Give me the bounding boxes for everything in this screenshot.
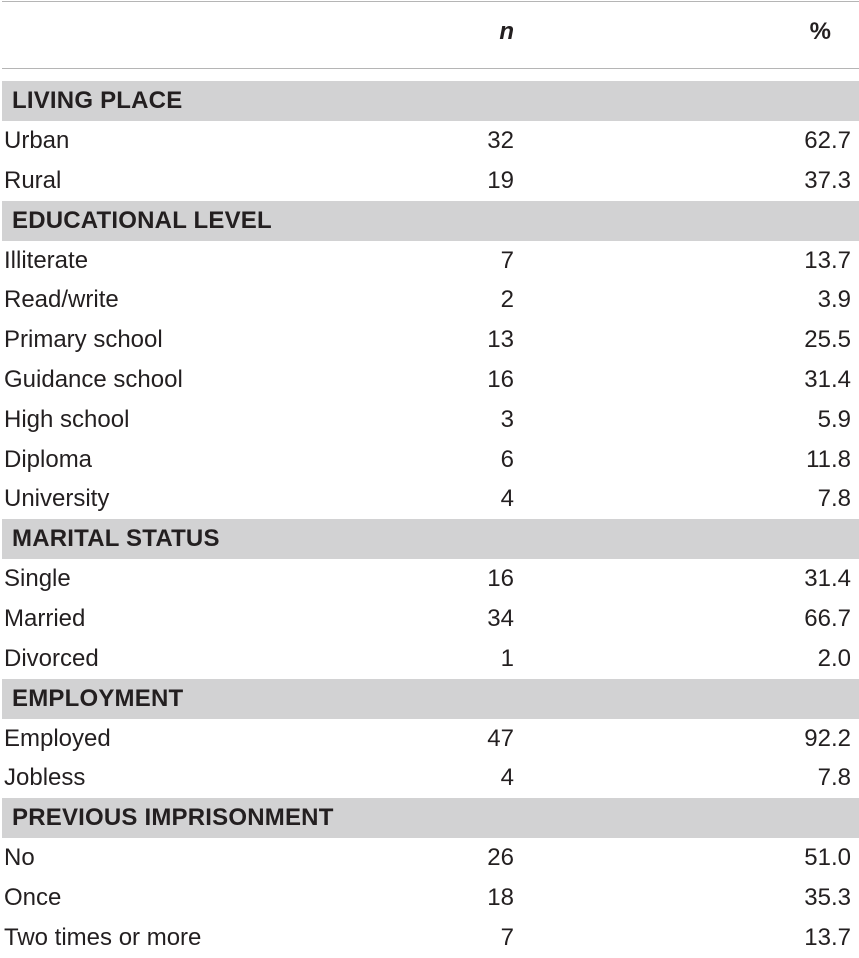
table-row — [0, 241, 859, 281]
row-percent: 7.8 — [817, 764, 851, 792]
row-percent: 31.4 — [804, 365, 851, 393]
row-count: 32 — [487, 127, 514, 154]
row-count: 3 — [500, 405, 514, 433]
row-label: No — [4, 844, 35, 872]
section-title: MARITAL STATUS — [12, 525, 220, 553]
row-label: Diploma — [4, 445, 93, 473]
row-percent: 37.3 — [804, 166, 851, 194]
row-count: 16 — [487, 365, 514, 393]
row-label: Read/write — [4, 286, 119, 314]
row-percent: 31.4 — [804, 565, 851, 593]
row-count: 4 — [500, 485, 514, 513]
section-title: LIVING PLACE — [12, 87, 183, 114]
row-percent: 13.7 — [804, 246, 851, 274]
row-label: Guidance school — [4, 365, 183, 393]
table-row — [0, 479, 859, 519]
row-count: 34 — [487, 604, 514, 632]
row-label: Urban — [4, 127, 70, 154]
row-label: Primary school — [4, 326, 163, 354]
header-rule — [2, 68, 859, 69]
table-row — [0, 440, 859, 480]
row-percent: 35.3 — [804, 883, 851, 911]
column-header-percent: % — [809, 18, 831, 45]
row-count: 26 — [487, 844, 514, 872]
table-row — [0, 280, 859, 320]
section-title: PREVIOUS IMPRISONMENT — [12, 804, 334, 832]
row-label: Employed — [4, 724, 111, 752]
row-count: 19 — [487, 166, 514, 194]
section-header-row — [2, 798, 859, 838]
row-label: University — [4, 485, 110, 513]
row-percent: 3.9 — [817, 286, 851, 314]
row-label: Divorced — [4, 644, 99, 672]
row-label: Illiterate — [4, 246, 89, 274]
column-header-n: n — [499, 18, 514, 45]
section-title: EDUCATIONAL LEVEL — [12, 206, 272, 234]
row-count: 6 — [500, 445, 514, 473]
table-row — [0, 121, 859, 161]
table-row — [0, 599, 859, 639]
row-percent: 66.7 — [804, 604, 851, 632]
section-header-row — [2, 519, 859, 559]
table-row — [0, 878, 859, 918]
table-row — [0, 320, 859, 360]
row-count: 13 — [487, 326, 514, 354]
table-row — [0, 719, 859, 759]
row-label: Two times or more — [4, 923, 202, 951]
table-row — [0, 161, 859, 201]
row-percent: 92.2 — [804, 724, 851, 752]
table-row — [0, 758, 859, 798]
row-percent: 11.8 — [806, 445, 851, 473]
table-row — [0, 400, 859, 440]
section-header-row — [2, 81, 859, 121]
row-percent: 51.0 — [804, 844, 851, 872]
row-label: Jobless — [4, 764, 86, 792]
row-percent: 13.7 — [804, 923, 851, 951]
table-row — [0, 918, 859, 958]
table-row — [0, 559, 859, 599]
section-header-row — [2, 201, 859, 241]
row-count: 4 — [500, 764, 514, 792]
table-row — [0, 838, 859, 878]
row-count: 2 — [500, 286, 514, 314]
row-label: Rural — [4, 166, 62, 194]
row-label: Once — [4, 883, 62, 911]
row-percent: 25.5 — [804, 326, 851, 354]
section-header-row — [2, 679, 859, 719]
row-count: 18 — [487, 883, 514, 911]
row-percent: 5.9 — [817, 405, 851, 433]
row-count: 7 — [500, 246, 514, 274]
row-count: 7 — [500, 923, 514, 951]
table-body — [0, 81, 859, 958]
row-count: 47 — [487, 724, 514, 752]
table-row — [0, 360, 859, 400]
row-count: 1 — [500, 644, 514, 672]
table-row — [0, 639, 859, 679]
table-header — [0, 0, 859, 68]
row-label: Married — [4, 604, 86, 632]
row-percent: 62.7 — [804, 127, 851, 154]
row-percent: 7.8 — [817, 485, 851, 513]
row-label: Single — [4, 565, 71, 593]
row-label: High school — [4, 405, 130, 433]
row-percent: 2.0 — [817, 644, 851, 672]
row-count: 16 — [487, 565, 514, 593]
section-title: EMPLOYMENT — [12, 684, 184, 712]
